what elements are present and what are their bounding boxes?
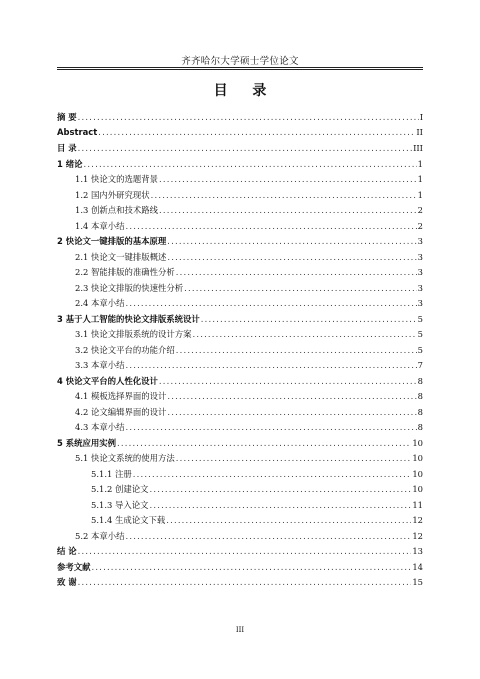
toc-entry-page: 10 [412, 453, 423, 463]
toc-entry-title: 1.4 本章小结 [75, 220, 125, 231]
toc-entry-title: 3.3 本章小结 [75, 360, 125, 370]
toc-entry-page: 3 [417, 282, 423, 293]
page-number: III [235, 626, 245, 634]
toc-entry-title: 5.1.4 生成论文下载 [91, 515, 166, 525]
toc-entry-page: 5 [417, 313, 423, 324]
toc-entry-title: 5.1 快论文系统的使用方法 [75, 453, 175, 463]
dot-leader [78, 112, 419, 122]
toc-entry-section [57, 390, 423, 404]
toc-entry-page: 10 [412, 468, 423, 479]
toc-entry-chapter [57, 235, 423, 249]
toc-entry-title: 4 快论文平台的人性化设计 [57, 375, 158, 386]
toc-entry-section [57, 328, 423, 342]
toc-entry-title: 3 基于人工智能的快论文排版系统设计 [57, 313, 200, 324]
toc-entry-page: 3 [417, 267, 423, 277]
toc-entry-chapter [57, 561, 423, 575]
dot-leader [159, 205, 417, 215]
dot-leader [151, 190, 417, 200]
toc-entry-title: 参考文献 [57, 561, 91, 572]
dot-leader [92, 562, 412, 572]
dot-leader [184, 283, 417, 293]
dot-leader [192, 329, 416, 339]
toc-entry-subsection [57, 514, 423, 528]
dot-leader [98, 127, 415, 137]
toc-entry-page: 8 [417, 391, 423, 401]
dot-leader [167, 407, 416, 417]
toc-entry-section [57, 452, 423, 466]
toc-entry-title: 5.1.2 创建论文 [91, 484, 149, 494]
dot-leader [176, 267, 417, 277]
toc-entry-section [57, 421, 423, 435]
toc-entry-page: 1 [417, 189, 423, 200]
toc-entry-page: 7 [417, 360, 423, 370]
dot-leader [125, 221, 416, 231]
toc-entry-page: 8 [417, 406, 423, 417]
toc-entry-section [57, 189, 423, 203]
toc-entry-chapter [57, 437, 423, 451]
dot-leader [176, 345, 417, 355]
dot-leader [201, 314, 417, 324]
toc-entry-title: 5.2 本章小结 [75, 530, 125, 541]
toc-entry-section [57, 406, 423, 420]
toc-entry-subsection [57, 483, 423, 497]
toc-entry-title: 4.3 本章小结 [75, 422, 125, 432]
toc-entry-title: 目 录 [57, 143, 77, 153]
dot-leader [159, 174, 417, 184]
toc-entry-chapter [57, 142, 423, 156]
toc-entry-page: 1 [417, 174, 423, 184]
dot-leader [117, 438, 411, 448]
toc-entry-section [57, 173, 423, 187]
dot-leader [176, 453, 412, 463]
toc-entry-section [57, 297, 423, 311]
toc-entry-title: 3.2 快论文平台的功能介绍 [75, 344, 175, 355]
toc-entry-title: 1.3 创新点和技术路线 [75, 205, 158, 215]
toc-entry-section [57, 204, 423, 218]
dot-leader [167, 391, 416, 401]
toc-entry-title: 4.1 模板选择界面的设计 [75, 391, 167, 401]
dot-leader [78, 546, 412, 556]
toc-entry-title: 1.1 快论文的选题背景 [75, 174, 158, 184]
toc-entry-page: 13 [412, 546, 423, 556]
toc-entry-title: 5.1.3 导入论文 [91, 499, 149, 510]
toc-entry-title: 2.2 智能排版的准确性分析 [75, 267, 175, 277]
toc-entry-title: 2.4 本章小结 [75, 298, 125, 308]
toc-entry-chapter [57, 375, 423, 389]
toc-entry-page: 12 [412, 530, 423, 541]
toc-entry-chapter [57, 545, 423, 559]
toc-entry-subsection [57, 468, 423, 482]
toc-entry-title: 5.1.1 注册 [91, 468, 132, 479]
toc-entry-section [57, 282, 423, 296]
dot-leader [125, 422, 416, 432]
toc-entry-section [57, 220, 423, 234]
toc-entry-page: 5 [417, 329, 423, 339]
toc-entry-title: 摘 要 [57, 112, 77, 122]
dot-leader [84, 159, 417, 169]
toc-entry-title: 2.3 快论文排版的快速性分析 [75, 282, 184, 293]
toc-entry-page: 14 [412, 561, 423, 572]
dot-leader [125, 298, 416, 308]
toc-entry-title: 1.2 国内外研究现状 [75, 189, 150, 200]
toc-entry-page: 2 [417, 205, 423, 215]
toc-entry-page: 5 [417, 344, 423, 355]
dot-leader [78, 143, 412, 153]
toc-entry-page: 1 [417, 158, 423, 169]
toc-entry-title: Abstract [57, 126, 98, 137]
toc-entry-page: II [416, 126, 423, 137]
toc-entry-chapter [57, 158, 423, 172]
toc-entry-page: 8 [417, 375, 423, 386]
dot-leader [167, 252, 416, 262]
toc-entry-section [57, 251, 423, 265]
dot-leader [159, 376, 417, 386]
dot-leader [167, 236, 416, 246]
running-header: 齐齐哈尔大学硕士学位论文 [181, 56, 299, 67]
toc-entry-chapter [57, 111, 423, 125]
toc-entry-page: 11 [412, 499, 423, 510]
toc-entry-section [57, 344, 423, 358]
header-rule-thin [57, 69, 423, 70]
toc-entry-subsection [57, 499, 423, 513]
dot-leader [149, 484, 411, 494]
dot-leader [133, 469, 412, 479]
toc-entry-page: 10 [412, 437, 423, 448]
toc-entry-page: I [419, 112, 423, 122]
toc-entry-page: 3 [417, 251, 423, 262]
toc-entry-page: 12 [412, 515, 423, 525]
toc-entry-section [57, 530, 423, 544]
toc-entry-page: 15 [412, 577, 423, 587]
toc-entry-title: 2.1 快论文一键排版概述 [75, 251, 167, 262]
toc-entry-title: 4.2 论文编辑界面的设计 [75, 406, 167, 417]
toc-entry-chapter [57, 127, 423, 141]
toc-entry-chapter [57, 313, 423, 327]
toc-entry-page: 10 [412, 484, 423, 494]
toc-entry-chapter [57, 576, 423, 590]
header-rule [57, 67, 423, 68]
toc-entry-section [57, 266, 423, 280]
toc-entry-title: 致 谢 [57, 577, 77, 587]
dot-leader [166, 515, 411, 525]
toc-entry-page: III [413, 143, 423, 153]
dot-leader [125, 531, 411, 541]
dot-leader [78, 577, 412, 587]
toc-entry-title: 1 绪论 [57, 158, 83, 169]
toc-title: 目 录 [213, 83, 277, 99]
toc-entry-page: 8 [417, 422, 423, 432]
toc-entry-section [57, 359, 423, 373]
toc-entry-title: 5 系统应用实例 [57, 437, 116, 448]
dot-leader [125, 360, 416, 370]
toc-entry-title: 3.1 快论文排版系统的设计方案 [75, 329, 192, 339]
dot-leader [149, 500, 411, 510]
toc-entry-title: 结 论 [57, 546, 77, 556]
toc-entry-page: 3 [417, 298, 423, 308]
toc-entry-page: 2 [417, 220, 423, 231]
toc-entry-page: 3 [417, 236, 423, 246]
toc-entry-title: 2 快论文一键排版的基本原理 [57, 236, 167, 246]
